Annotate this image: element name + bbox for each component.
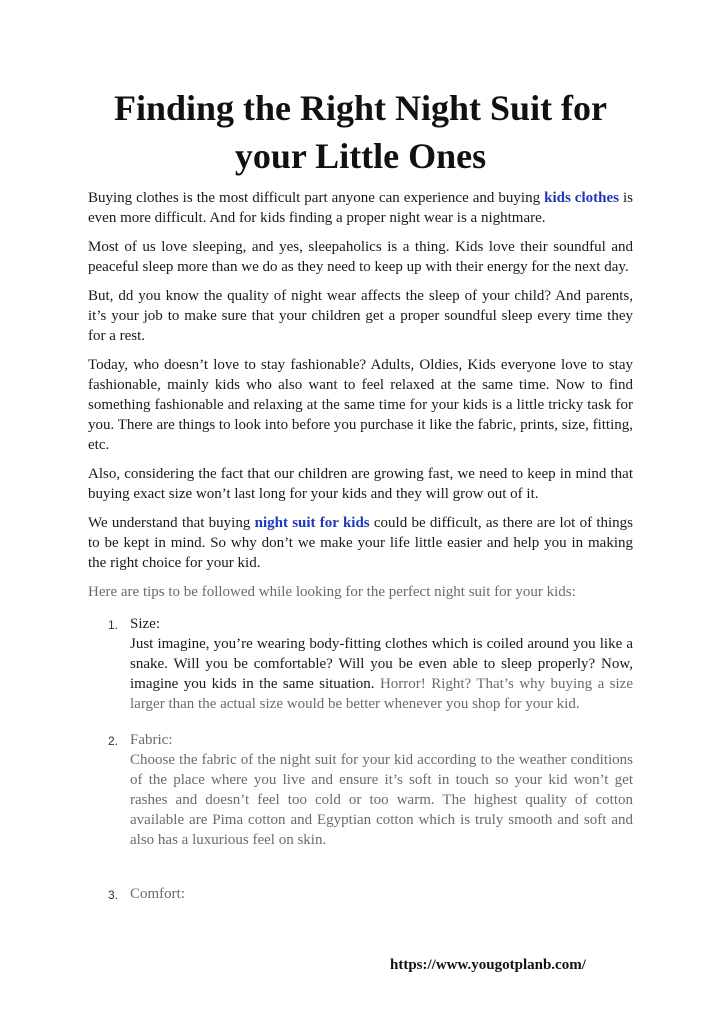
fashion-paragraph: Today, who doesn’t love to stay fashionable? Adults, Oldies, Kids everyone love to stay fashionable, mainly kids who also want to feel relaxed at the same time. Now to find something fashionable and relaxing at the same time for your kids is a little tricky task for you. There are things to look into before you purchase it like the fabric, prints, size, fitting, etc. (88, 357, 633, 453)
intro-paragraph (88, 188, 633, 228)
page-title: Finding the Right Night Suit for your Little Ones (113, 88, 608, 176)
tip-body: Choose the fabric of the night suit for your kid according to the weather conditions of the place where you live and ensure it’s soft in touch so your kid won’t get rashes and doesn’t feel too cold or too warm. The highest quality of cotton available are Pima cotton and Egyptian cotton which is truly smooth and soft and also has a luxurious feel on skin. (130, 752, 633, 848)
night-suit-for-kids-link[interactable]: night suit for kids (254, 515, 370, 531)
footer-url[interactable]: https://www.yougotplanb.com/ (390, 957, 586, 973)
tip-body-muted-text: Horror! Right? That’s why buying a size larger than the actual size would be better whenever you shop for your kid. (130, 676, 633, 712)
intro-text-before: Buying clothes is the most difficult part anyone can experience and buying (88, 190, 545, 206)
growth-paragraph: Also, considering the fact that our children are growing fast, we need to keep in mind that buying exact size won’t last long for your kids and they will grow out of it. (88, 466, 633, 502)
sleep-paragraph: Most of us love sleeping, and yes, sleepaholics is a thing. Kids love their soundful and peaceful sleep more than we do as they need to keep up with their energy for the next day. (88, 239, 633, 275)
tip-heading: Size: (130, 616, 160, 632)
tip-comfort (88, 884, 633, 904)
tip-heading: Comfort: (130, 886, 185, 902)
list-number: 3. (108, 888, 119, 902)
tip-size (88, 614, 633, 714)
tips-list (88, 614, 633, 904)
tip-heading: Fabric: (130, 732, 173, 748)
choice-text-before: We understand that buying (88, 515, 255, 531)
tip-fabric (88, 730, 633, 850)
intro-text-after: is even more difficult. And for kids finding a proper night wear is a nightmare. (88, 190, 634, 226)
document-page (88, 84, 633, 904)
choice-paragraph (88, 513, 633, 573)
choice-text-after: could be difficult, as there are lot of things to be kept in mind. So why don’t we make your life little easier and help you in making the right choice for your kid. (88, 515, 633, 571)
list-number: 2. (108, 734, 119, 748)
kids-clothes-link[interactable]: kids clothes (544, 190, 619, 206)
tips-intro: Here are tips to be followed while looking for the perfect night suit for your kids: (88, 584, 576, 600)
tip-body-text: Just imagine, you’re wearing body-fitting clothes which is coiled around you like a snake. Will you be comfortable? Will you be even able to sleep properly? Now, imagine you kids in the same situation. (130, 636, 633, 692)
night-wear-quality-paragraph: But, dd you know the quality of night wear affects the sleep of your child? And parents, it’s your job to make sure that your children get a proper soundful sleep every time they for a rest. (88, 288, 633, 344)
list-number: 1. (108, 618, 119, 632)
tip-body (130, 634, 633, 714)
